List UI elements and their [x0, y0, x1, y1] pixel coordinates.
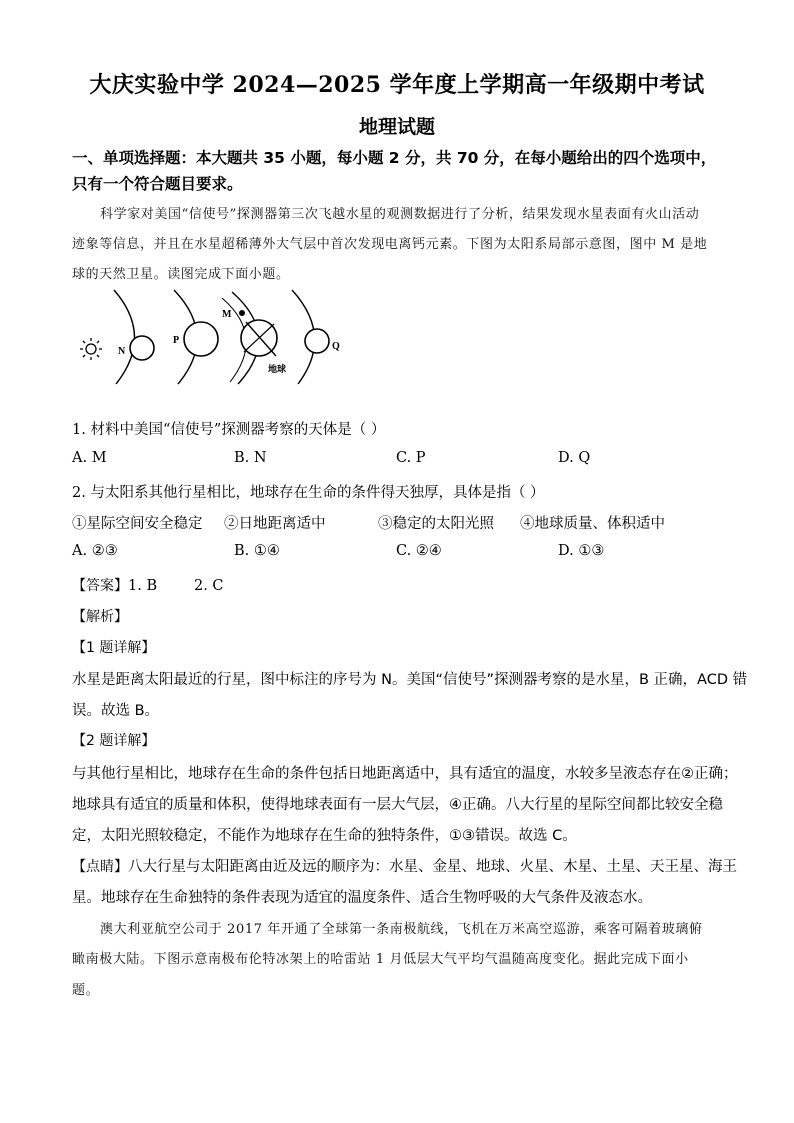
answer-row: [72, 575, 732, 595]
q2-option-a[interactable]: A. ②③: [72, 543, 118, 559]
detail2-line1: 与其他行星相比，地球存在生命的条件包括日地距离适中，具有适宜的温度，水较多呈液态存在②正确；: [72, 766, 738, 782]
q2-option-d[interactable]: D. ①③: [558, 543, 605, 559]
q2-statement-3: ③稳定的太阳光照: [378, 516, 494, 532]
planet-p: [184, 322, 218, 356]
tip-label: 【点睛】: [72, 859, 128, 875]
label-n: N: [118, 346, 126, 357]
material1-line2: 迹象等信息，并且在水星超稀薄外大气层中首次发现电离钙元素。下图为太阳系局部示意图，图中 M 是地: [72, 237, 708, 252]
analysis-label: 【解析】: [72, 609, 128, 625]
q2-option-b[interactable]: B. ①④: [234, 543, 280, 559]
q2-statement-2: ②日地距离适中: [224, 516, 326, 532]
q1-option-b[interactable]: B. N: [234, 450, 267, 466]
material1-line1: 科学家对美国“信使号”探测器第三次飞越水星的观测数据进行了分析，结果发现水星表面有火山活动: [100, 207, 700, 222]
detail2-line2: 地球具有适宜的质量和体积，使得地球表面有一层大气层，④正确。八大行星的星际空间都比较安全稳: [72, 797, 723, 813]
tip-line1: [72, 855, 737, 876]
tip-text1: 八大行星与太阳距离由近及远的顺序为：水星、金星、地球、火星、木星、土星、天王星、海王: [128, 859, 737, 875]
label-q: Q: [332, 341, 340, 352]
tip-line2: 星。地球存在生命独特的条件表现为适宜的温度条件、适合生物呼吸的大气条件及液态水。: [72, 890, 652, 906]
exam-title: 大庆实验中学 2024—2025 学年度上学期高一年级期中考试: [89, 72, 705, 98]
solar-system-figure: [72, 286, 362, 386]
label-earth: 地球: [268, 364, 287, 374]
detail2-label: 【2 题详解】: [72, 733, 156, 749]
subject-title: 地理试题: [358, 116, 435, 138]
sun-icon: [80, 338, 102, 360]
q2-stem: 2. 与太阳系其他行星相比，地球存在生命的条件得天独厚，具体是指（ ）: [72, 485, 545, 501]
q2-option-c[interactable]: C. ②④: [396, 543, 442, 559]
section-heading-line1: 一、单项选择题：本大题共 35 小题，每小题 2 分，共 70 分，在每小题给出的四个选项中，: [72, 149, 717, 167]
detail2-line3: 定，太阳光照较稳定，不能作为地球存在生命的独特条件，①③错误。故选 C。: [72, 828, 577, 844]
material1-line3: 球的天然卫星。读图完成下面小题。: [72, 267, 290, 282]
answer-text: 1. B 2. C: [128, 578, 224, 594]
detail1-line2: 误。故选 B。: [72, 703, 160, 719]
detail1-label: 【1 题详解】: [72, 640, 156, 656]
q2-statement-4: ④地球质量、体积适中: [520, 516, 665, 532]
label-m: M: [222, 309, 232, 320]
moon-m: [239, 310, 245, 316]
q1-option-d[interactable]: D. Q: [558, 450, 591, 466]
material2-line2: 瞰南极大陆。下图示意南极布伦特冰架上的哈雷站 1 月低层大气平均气温随高度变化。据此完成下面小: [72, 952, 689, 967]
material2-line3: 题。: [72, 983, 100, 998]
q1-option-a[interactable]: A. M: [72, 450, 107, 466]
planet-q: [305, 329, 329, 353]
q2-statement-1: ①星际空间安全稳定: [72, 516, 203, 532]
detail1-line1: 水星是距离太阳最近的行星，图中标注的序号为 N。美国“信使号”探测器考察的是水星，B 正确，ACD 错: [72, 672, 748, 688]
label-p: P: [173, 335, 180, 346]
orbit-n: [114, 290, 135, 384]
answer-label: 【答案】: [72, 578, 128, 594]
planet-n: [130, 336, 154, 360]
q1-stem: 1. 材料中美国“信使号”探测器考察的天体是（ ）: [72, 422, 386, 438]
material2-line1: 澳大利亚航空公司于 2017 年开通了全球第一条南极航线，飞机在万米高空巡游，乘客可隔着玻璃俯: [100, 922, 703, 937]
q1-option-c[interactable]: C. P: [396, 450, 426, 466]
section-heading-line2: 只有一个符合题目要求。: [72, 175, 243, 193]
